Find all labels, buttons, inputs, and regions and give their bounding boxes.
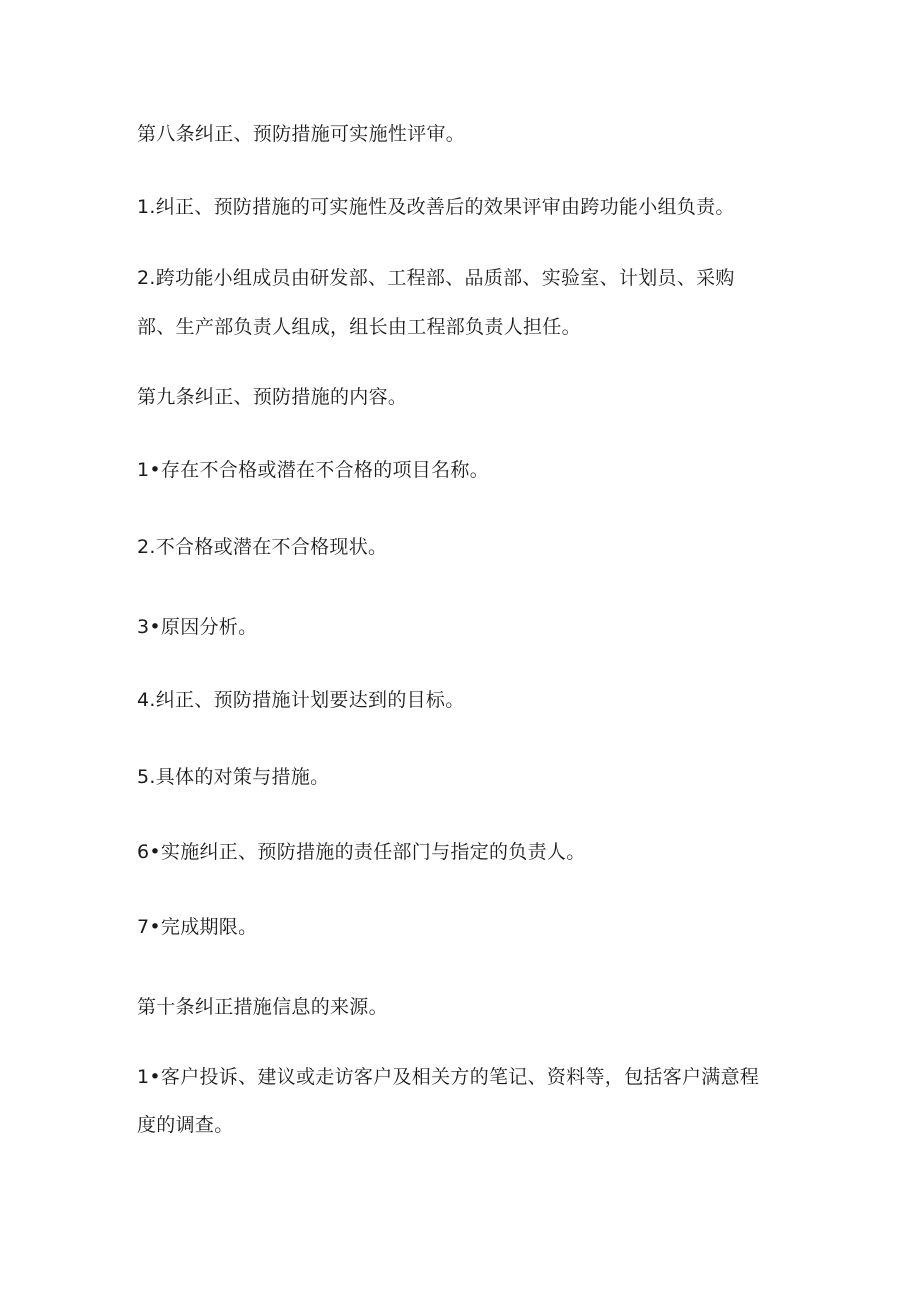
article-9-item-1: 1•存在不合格或潜在不合格的项目名称。 [137,459,489,481]
article-10-item-1-line-1: 1•客户投诉、建议或走访客户及相关方的笔记、资料等，包括客户满意程 [137,1066,760,1088]
article-9-item-7: 7•完成期限。 [137,916,258,938]
article-9-item-6: 6•实施纠正、预防措施的责任部门与指定的负责人。 [137,841,586,863]
article-8-item-2-line-2: 部、生产部负责人组成，组长由工程部负责人担任。 [137,316,581,338]
article-10-heading: 第十条纠正措施信息的来源。 [137,996,388,1018]
article-9-item-3: 3•原因分析。 [137,616,258,638]
article-9-heading: 第九条纠正、预防措施的内容。 [137,386,408,408]
article-9-item-4: 4.纠正、预防措施计划要达到的目标。 [137,689,465,711]
article-8-heading: 第八条纠正、预防措施可实施性评审。 [137,123,466,145]
article-9-item-5: 5.具体的对策与措施。 [137,766,330,788]
article-10-item-1-line-2: 度的调查。 [137,1114,234,1136]
article-8-item-1: 1.纠正、预防措施的可实施性及改善后的效果评审由跨功能小组负责。 [137,196,735,218]
article-9-item-2: 2.不合格或潜在不合格现状。 [137,536,388,558]
article-8-item-2-line-1: 2.跨功能小组成员由研发部、工程部、品质部、实验室、计划员、采购 [137,267,735,289]
